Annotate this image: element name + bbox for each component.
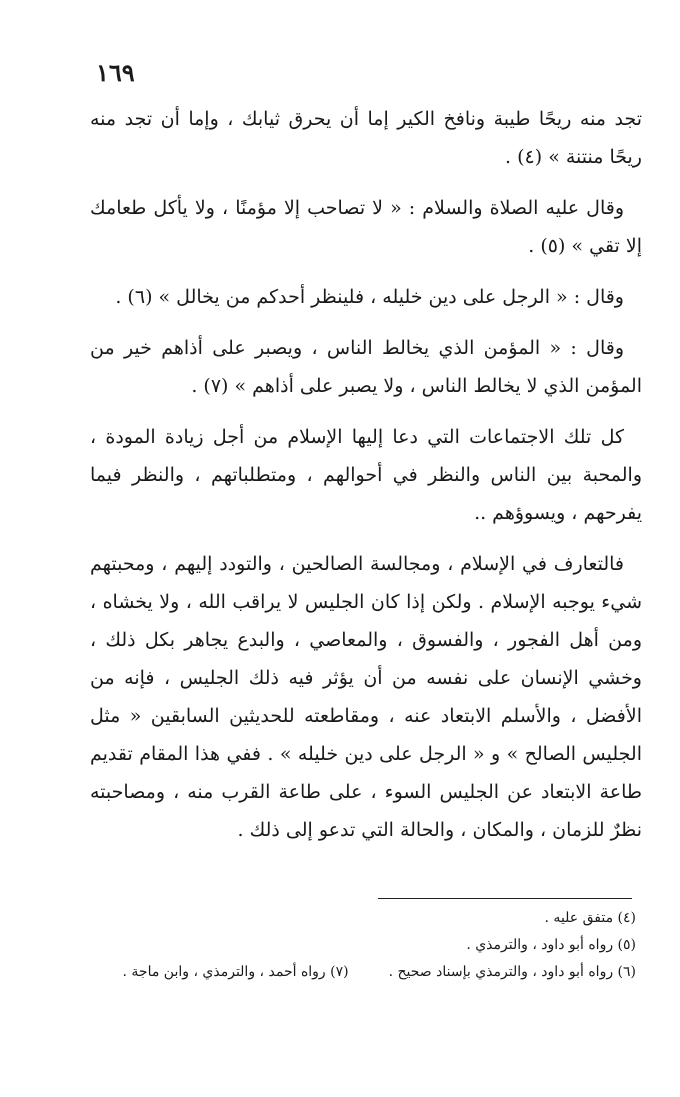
paragraph-hadith-patience: وقال : « المؤمن الذي يخالط الناس ، ويصبر على أذاهم خير من المؤمن الذي لا يخالط الناس ، ولا يصبر على أذاهم » (٧) . — [90, 337, 642, 397]
footnote-5: (٥) رواه أبو داود ، والترمذي . — [466, 937, 636, 953]
paragraph-gatherings: كل تلك الاجتماعات التي دعا إليها الإسلام من أجل زيادة المودة ، والمحبة بين الناس والنظر في أحوالهم ، ومتطلباتهم ، والنظر فيما يفرحهم ، ويسوؤهم .. — [90, 426, 642, 524]
footnote-separator — [378, 898, 632, 899]
page-number: ١٦٩ — [96, 58, 135, 87]
footnote-gap — [349, 959, 389, 986]
footnotes — [90, 905, 636, 986]
paragraph-hadith-friend: وقال : « الرجل على دين خليله ، فلينظر أحدكم من يخالل » (٦) . — [115, 286, 624, 308]
footnote-4: (٤) متفق عليه . — [544, 910, 636, 926]
paragraph-acquaintance: فالتعارف في الإسلام ، ومجالسة الصالحين ، والتودد إليهم ، ومحبتهم شيء يوجبه الإسلام . ولكن إذا كان الجليس لا يراقب الله ، ولا يخشاه ، ومن أهل الفجور ، والفسوق ، والمعاصي ، والبدع يجاهر بكل ذلك ، وخشي الإنسان على نفسه من أن يؤثر فيه ذلك الجليس ، فإنه من الأفضل ، والأسلم الابتعاد عنه ، ومقاطعته للحديثين السابقين « مثل الجليس الصالح » و « الرجل على دين خليله » . ففي هذا المقام تقديم طاعة الابتعاد عن الجليس السوء ، على طاعة القرب منه ، ومصاحبته نظرٌ للزمان ، والمكان ، والحالة التي تدعو إلى ذلك . — [90, 553, 642, 841]
footnote-7: (٧) رواه أحمد ، والترمذي ، وابن ماجة . — [122, 964, 349, 980]
main-text — [90, 100, 642, 862]
footnote-6: (٦) رواه أبو داود ، والترمذي بإسناد صحيح . — [388, 964, 636, 980]
paragraph-continuation: تجد منه ريحًا طيبة ونافخ الكير إما أن يحرق ثيابك ، وإما أن تجد منه ريحًا منتنة » (٤) . — [90, 108, 642, 168]
paragraph-hadith-companion: وقال عليه الصلاة والسلام : « لا تصاحب إلا مؤمنًا ، ولا يأكل طعامك إلا تقي » (٥) . — [90, 197, 642, 257]
